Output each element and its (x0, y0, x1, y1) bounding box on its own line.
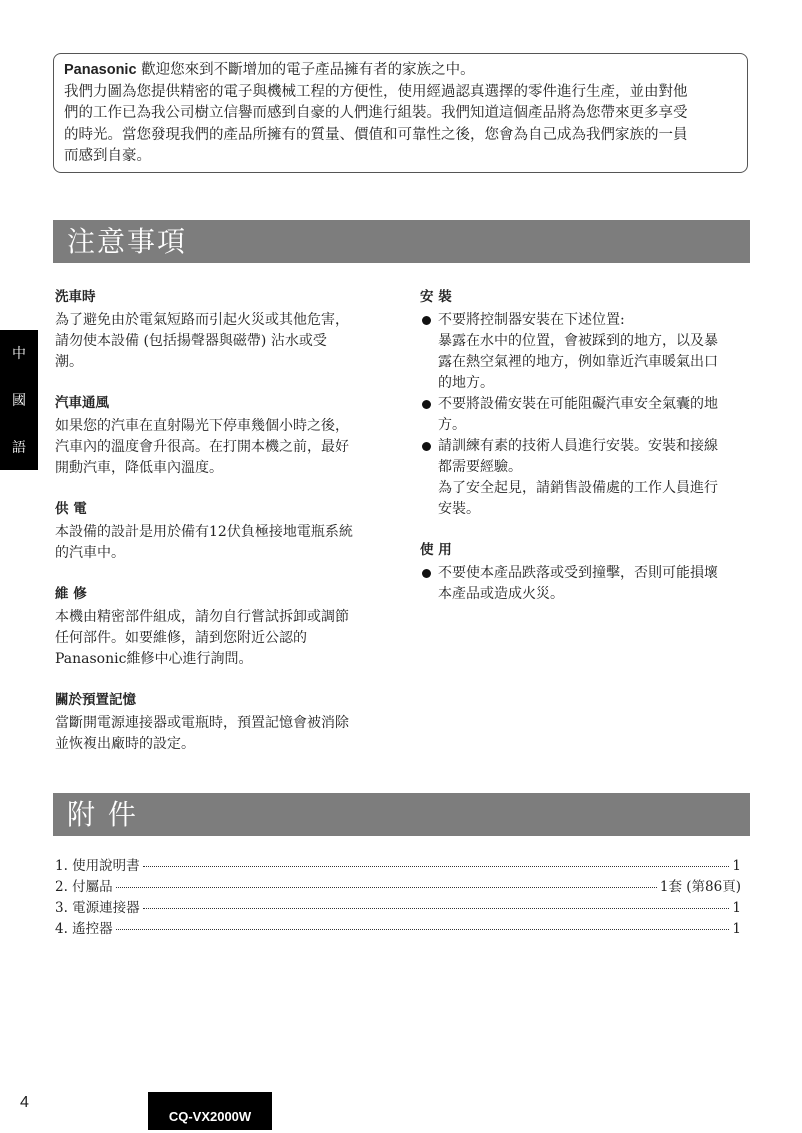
accessories-list (55, 856, 741, 940)
bullet-item (420, 394, 755, 436)
cautions-left-column (55, 287, 395, 775)
page-number: 4 (20, 1094, 29, 1111)
section-line: 開動汽車，降低車內溫度。 (55, 460, 223, 476)
welcome-box (53, 53, 748, 173)
section-line: 當斷開電源連接器或電瓶時，預置記憶會被消除 (55, 715, 349, 731)
section-heading: 供 電 (55, 501, 87, 517)
bullet-icon (422, 569, 431, 578)
accessory-item (55, 877, 741, 898)
accessory-qty: 1套 (第86頁) (659, 879, 741, 895)
section-heading: 汽車通風 (55, 395, 109, 411)
accessories-heading: 附 件 (53, 793, 750, 836)
bullet-icon (422, 400, 431, 409)
intro-line: 而感到自豪。 (64, 148, 151, 164)
bullet-line: 方。 (438, 417, 466, 433)
intro-line: 我們力圖為您提供精密的電子與機械工程的方便性，使用經過認真選擇的零件進行生產，並由對他 (64, 83, 688, 100)
caution-section (55, 393, 395, 479)
cautions-heading: 注意事項 (53, 220, 750, 263)
bullet-line: 安裝。 (438, 501, 480, 517)
section-line: 潮。 (55, 354, 83, 370)
section-line: 並恢複出廠時的設定。 (55, 736, 195, 752)
dot-leader (143, 908, 730, 909)
accessory-qty: 1 (732, 921, 741, 937)
bullet-line: 本產品或造成火災。 (438, 586, 564, 602)
section-line: 本機由精密部件組成，請勿自行嘗試拆卸或調節 (55, 609, 349, 625)
bullet-line: 請訓練有素的技術人員進行安裝。安裝和接線 (438, 438, 718, 454)
caution-section (55, 287, 395, 373)
bullet-line: 露在熱空氣裡的地方，例如靠近汽車暖氣出口 (438, 354, 718, 370)
dot-leader (116, 887, 657, 888)
bullet-icon (422, 442, 431, 451)
caution-section (420, 540, 755, 605)
section-heading: 洗車時 (55, 289, 96, 305)
section-heading: 關於預置記憶 (55, 692, 136, 708)
cautions-right-column (420, 287, 755, 625)
section-line: 如果您的汽車在直射陽光下停車幾個小時之後， (55, 418, 349, 434)
section-line: 請勿使本設備 (包括揚聲器與磁帶) 沾水或受 (55, 333, 327, 349)
accessory-qty: 1 (732, 858, 741, 874)
bullet-item (420, 436, 755, 520)
bullet-line: 的地方。 (438, 375, 494, 391)
bullet-line: 不要將控制器安裝在下述位置: (438, 312, 625, 328)
section-line: Panasonic維修中心進行詢問。 (55, 651, 253, 667)
bullet-icon (422, 316, 431, 325)
language-tab-char: 國 (12, 392, 26, 409)
section-line: 本設備的設計是用於備有12伏負極接地電瓶系統 (55, 524, 353, 540)
bullet-item (420, 310, 755, 394)
section-heading: 安 裝 (420, 289, 452, 305)
section-line: 任何部件。如要維修，請到您附近公認的 (55, 630, 307, 646)
accessory-qty: 1 (732, 900, 741, 916)
intro-line: 歡迎您來到不斷增加的電子產品擁有者的家族之中。 (136, 62, 475, 78)
bullet-line: 不要將設備安裝在可能阻礙汽車安全氣囊的地 (438, 396, 718, 412)
intro-line: 的時光。當您發現我們的產品所擁有的質量、價值和可靠性之後，您會為自己成為我們家族的一員 (64, 126, 688, 143)
accessory-label: 2. 付屬品 (55, 879, 113, 895)
intro-line: 們的工作已為我公司樹立信譽而感到自豪的人們進行組裝。我們知道這個產品將為您帶來更多享受 (64, 105, 688, 121)
caution-section (55, 690, 395, 755)
section-heading: 維 修 (55, 586, 87, 602)
caution-section (55, 499, 395, 564)
section-heading: 使 用 (420, 542, 452, 558)
bullet-line: 不要使本產品跌落或受到撞擊，否則可能損壞 (438, 565, 718, 581)
accessory-item (55, 898, 741, 919)
accessory-label: 1. 使用說明書 (55, 858, 140, 874)
dot-leader (116, 929, 730, 930)
section-line: 汽車內的溫度會升很高。在打開本機之前，最好 (55, 439, 349, 455)
language-tab-char: 語 (12, 439, 26, 456)
caution-section (55, 584, 395, 670)
accessory-label: 4. 遙控器 (55, 921, 113, 937)
brand-name: Panasonic (64, 62, 137, 78)
bullet-line: 都需要經驗。 (438, 459, 522, 475)
section-line: 的汽車中。 (55, 545, 125, 561)
language-tab-char: 中 (12, 346, 26, 363)
accessory-item (55, 856, 741, 877)
language-tab (0, 330, 38, 470)
bullet-line: 暴露在水中的位置，會被踩到的地方，以及暴 (438, 333, 718, 349)
accessory-label: 3. 電源連接器 (55, 900, 140, 916)
model-label: CQ-VX2000W (148, 1092, 272, 1130)
dot-leader (143, 866, 730, 867)
bullet-item (420, 563, 755, 605)
section-line: 為了避免由於電氣短路而引起火災或其他危害， (55, 312, 349, 328)
bullet-line: 為了安全起見，請銷售設備處的工作人員進行 (438, 480, 718, 496)
accessory-item (55, 919, 741, 940)
caution-section (420, 287, 755, 520)
